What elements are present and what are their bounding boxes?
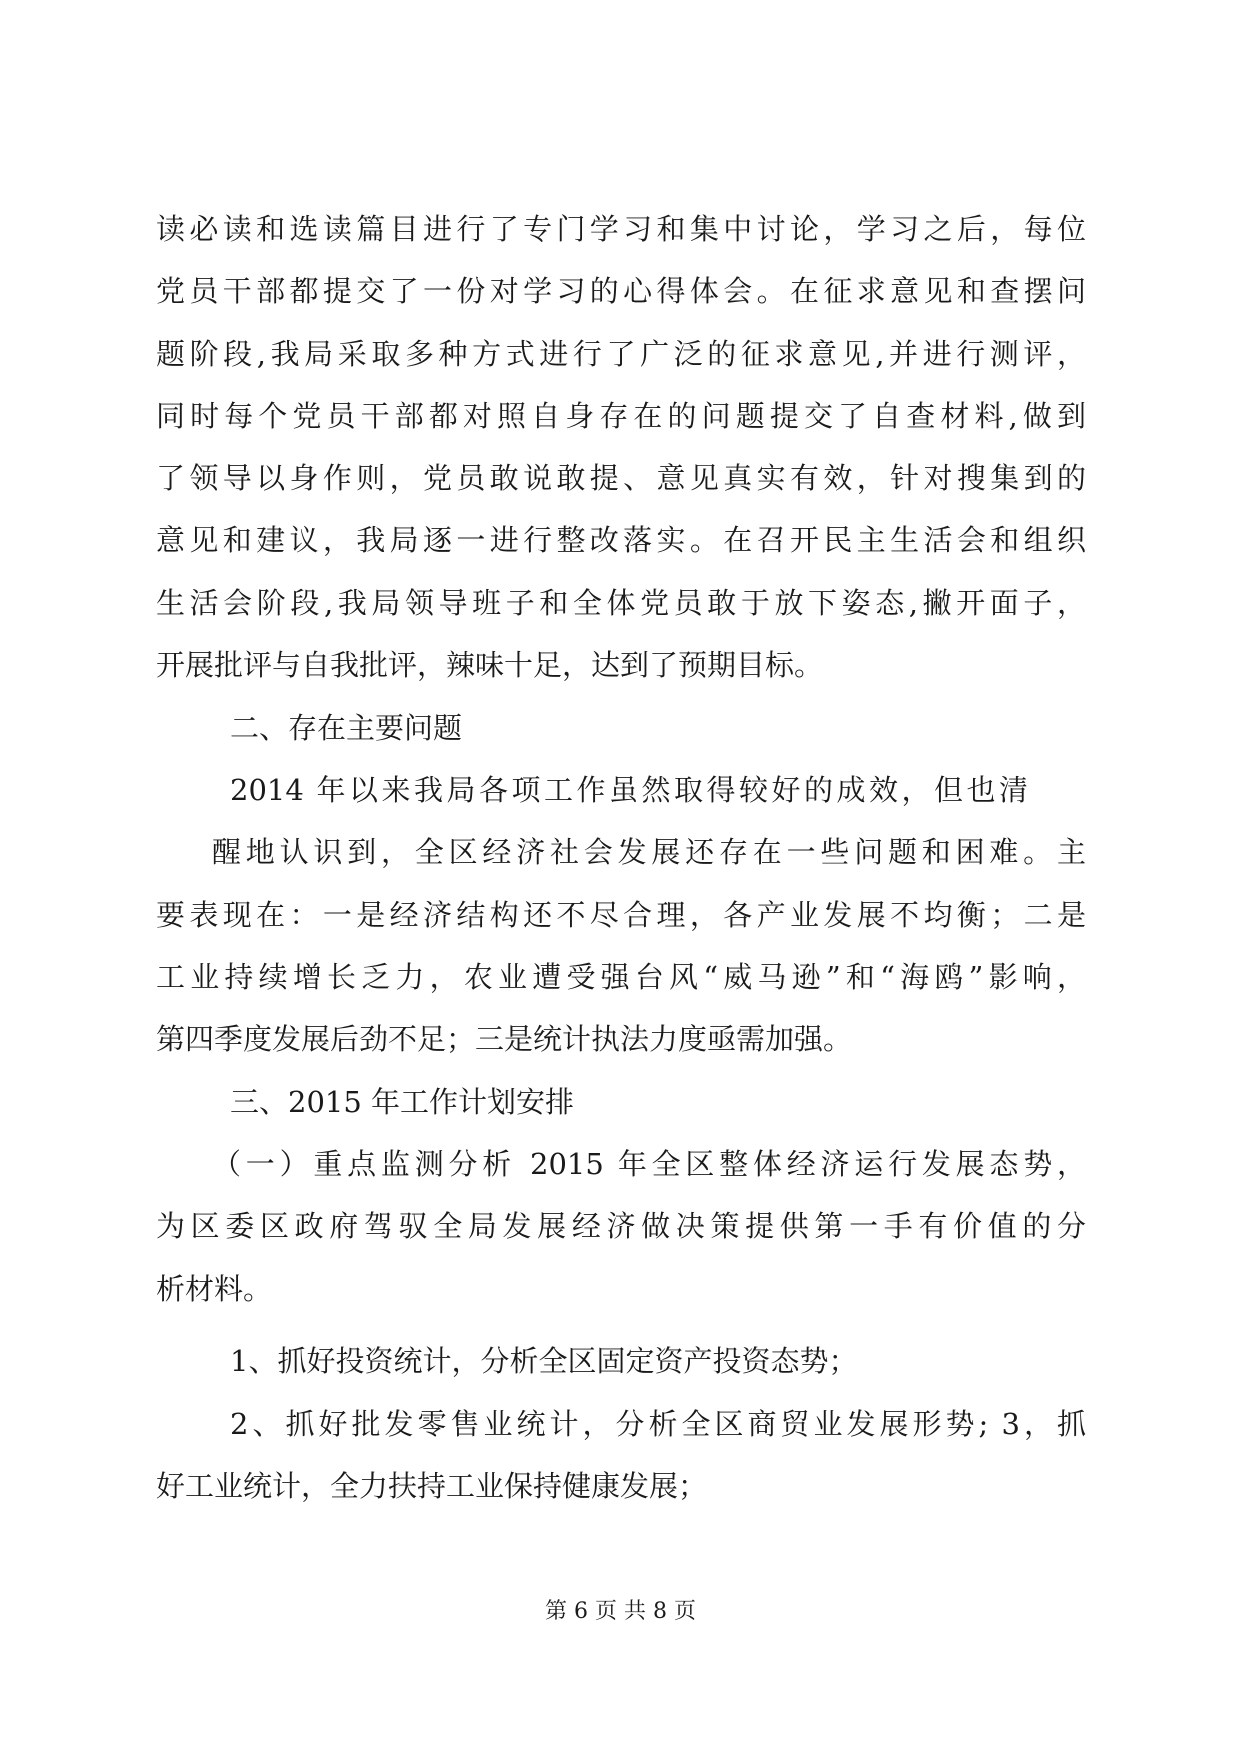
page-footer: 第 6 页 共 8 页 [545, 1599, 696, 1624]
section-heading: 三、2015 年工作计划安排 [230, 1085, 575, 1119]
body-line: 要表现在：一是经济结构还不尽合理，各产业发展不均衡；二是 [156, 898, 1086, 932]
body-line: 生活会阶段,我局领导班子和全体党员敢于放下姿态,撇开面子， [156, 586, 1086, 620]
body-line: 读必读和选读篇目进行了专门学习和集中讨论，学习之后，每位 [156, 212, 1086, 246]
body-line: 第四季度发展后劲不足；三是统计执法力度亟需加强。 [156, 1022, 853, 1056]
section-heading: 二、存在主要问题 [230, 711, 463, 745]
body-line: 工业持续增长乏力，农业遭受强台风“威马逊”和“海鸥”影响， [156, 960, 1086, 994]
body-line: 意见和建议，我局逐一进行整改落实。在召开民主生活会和组织 [156, 523, 1086, 557]
list-item: 1、抓好投资统计，分析全区固定资产投资态势； [230, 1344, 858, 1378]
body-line: 为区委区政府驾驭全局发展经济做决策提供第一手有价值的分 [156, 1209, 1086, 1243]
body-line: （一）重点监测分析 2015 年全区整体经济运行发展态势， [212, 1147, 1086, 1181]
body-line: 党员干部都提交了一份对学习的心得体会。在征求意见和查摆问 [156, 274, 1086, 308]
list-item: 2、抓好批发零售业统计，分析全区商贸业发展形势; 3，抓 [230, 1407, 1086, 1441]
body-line: 开展批评与自我批评，辣味十足，达到了预期目标。 [156, 648, 824, 682]
body-line: 了领导以身作则，党员敢说敢提、意见真实有效，针对搜集到的 [156, 461, 1086, 495]
body-line: 醒地认识到，全区经济社会发展还存在一些问题和困难。主 [212, 835, 1086, 869]
body-line: 好工业统计，全力扶持工业保持健康发展； [156, 1469, 708, 1503]
body-line: 析材料。 [156, 1272, 273, 1306]
body-line: 题阶段,我局采取多种方式进行了广泛的征求意见,并进行测评， [156, 337, 1086, 371]
body-line: 2014 年以来我局各项工作虽然取得较好的成效，但也清 [230, 773, 1028, 807]
body-line: 同时每个党员干部都对照自身存在的问题提交了自查材料,做到 [156, 399, 1086, 433]
